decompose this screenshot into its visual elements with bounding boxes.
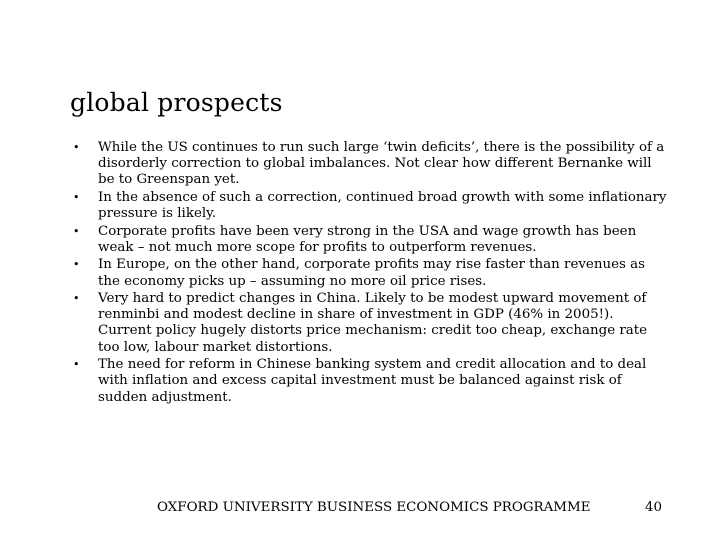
bullet-icon: • [73,190,80,204]
bullet-text: Very hard to predict changes in China. Likely to be modest upward movement of renminbi and modest decline in share of investment in GDP (46% in 2005!). Current policy hugely distorts price mechanism: credit too cheap, exchange rate too low, labour market distortions. [98,291,648,355]
bullet-item [70,140,670,189]
bullet-list [70,140,670,407]
bullet-icon: • [73,358,80,372]
bullet-icon: • [73,258,80,272]
bullet-text: In the absence of such a correction, continued broad growth with some inflationary pressure is likely. [98,189,667,222]
bullet-text: In Europe, on the other hand, corporate profits may rise faster than revenues as the economy picks up – assuming no more oil price rises. [98,257,646,289]
bullet-item [70,190,670,222]
bullet-text: Corporate profits have been very strong in the USA and wage growth has been weak – not much more scope for profits to outperform revenues. [98,223,637,255]
bullet-text: The need for reform in Chinese banking system and credit allocation and to deal with inflation and excess capital investment must be balanced against risk of sudden adjustment. [98,357,647,405]
bullet-item [70,357,670,406]
bullet-icon: • [73,141,80,154]
bullet-text: While the US continues to run such large ‘twin deficits’, there is the possibility of a disorderly correction to global imbalances. Not clear how different Bernanke will be to Greenspan yet. [98,140,665,188]
page-number: 40 [645,500,663,515]
slide-title: global prospects [70,88,283,117]
bullet-icon: • [73,224,80,238]
bullet-item [70,291,670,356]
bullet-icon: • [73,292,80,306]
slide-footer: OXFORD UNIVERSITY BUSINESS ECONOMICS PROGRAMME [157,500,591,515]
bullet-item [70,257,670,289]
bullet-item [70,224,670,256]
